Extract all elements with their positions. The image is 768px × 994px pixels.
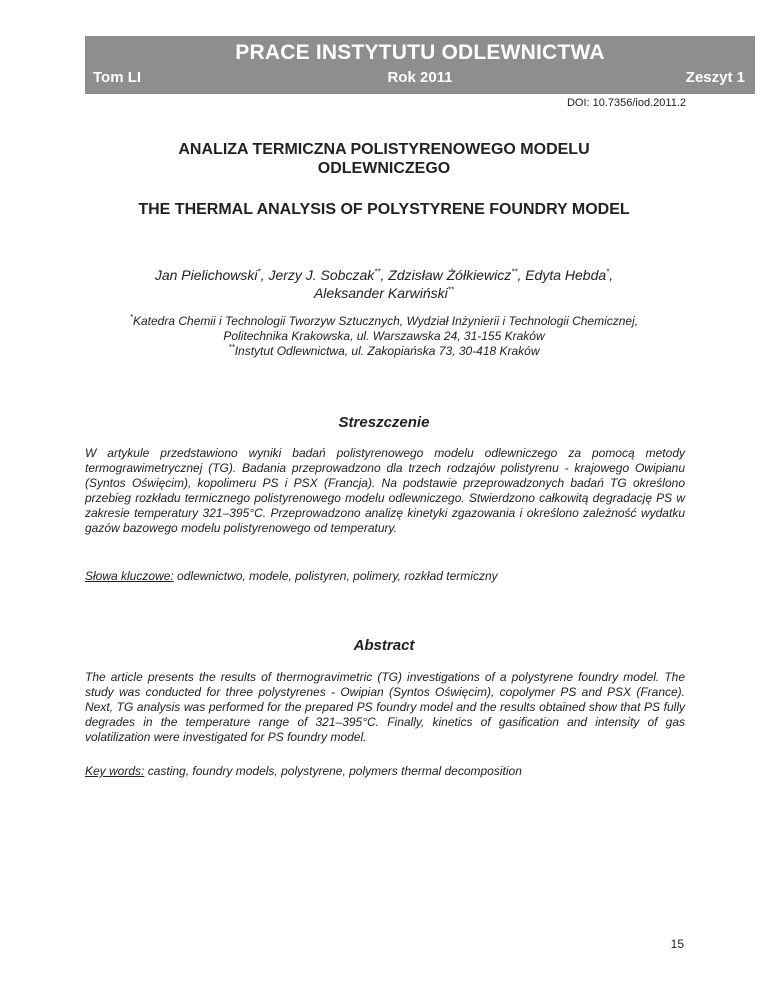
issue-label: Zeszyt 1 — [685, 69, 745, 86]
keywords-label: Key words: — [85, 764, 145, 778]
abstract-heading: Abstract — [353, 637, 415, 654]
year-label: Rok 2011 — [387, 69, 453, 86]
author-list — [110, 266, 658, 302]
journal-header-banner — [85, 36, 755, 94]
keywords-value: casting, foundry models, polystyrene, polymers thermal decomposition — [144, 764, 522, 778]
streszczenie-text: W artykule przedstawiono wyniki badań polistyrenowego modelu odlewniczego za pomocą metody termograwimetrycznej (TG). Badania przeprowadzono dla trzech rodzajów polistyrenu - krajowego Owipianu (Syntos Oświęcim), kopolimeru PS i PSX (Francja). Na podstawie przeprowadzonych badań TG określono przebieg rozkładu termicznego polistyrenowego modelu odlewniczego. Stwierdzono całkowitą degradację PS w zakresie temperatury 321–395°C. Przeprowadzono analizę kinetyki zgazowania i określono zależność wydatku gazów bazowego modelu polistyrenowego od temperatury. — [85, 446, 685, 535]
author: Aleksander Karwiński** — [313, 285, 455, 301]
keywords-value: odlewnictwo, modele, polistyren, polimery, rozkład termiczny — [173, 569, 498, 583]
page-number: 15 — [670, 937, 684, 951]
abstract-text: The article presents the results of thermogravimetric (TG) investigations of a polystyrene foundry model. The study was conducted for three polystyrenes - Owipian (Syntos Oświęcim), copolymer PS and PSX (France). Next, TG analysis was performed for the prepared PS foundry model and the results obtained show that PS fully degrades in the temperature range of 321–395°C. Finally, kinetics of gasification and intensity of gas volatilization were investigated for PS foundry model. — [85, 670, 685, 744]
affiliation-line: Politechnika Krakowska, ul. Warszawska 24, 31-155 Kraków — [223, 329, 545, 343]
journal-name: PRACE INSTYTUTU ODLEWNICTWA — [235, 41, 605, 64]
slowa-kluczowe — [85, 569, 685, 583]
title-english: THE THERMAL ANALYSIS OF POLYSTYRENE FOUNDRY MODEL — [138, 201, 630, 218]
affiliation-line: **Instytut Odlewnictwa, ul. Zakopiańska 73, 30-418 Kraków — [228, 343, 540, 358]
keywords-label: Słowa kluczowe: — [85, 569, 174, 583]
streszczenie-heading: Streszczenie — [338, 414, 430, 431]
author: Edyta Hebda*, — [525, 267, 614, 283]
key-words — [85, 764, 685, 778]
author: Jan Pielichowski*, — [154, 267, 269, 283]
volume-label: Tom LI — [93, 69, 142, 86]
author: Zdzisław Żółkiewicz**, — [388, 267, 526, 283]
affiliations — [110, 314, 658, 359]
affiliation-line: *Katedra Chemii i Technologii Tworzyw Sztucznych, Wydział Inżynierii i Technologii Chemicznej, — [129, 313, 639, 328]
author: Jerzy J. Sobczak**, — [268, 267, 389, 283]
doi: DOI: 10.7356/iod.2011.2 — [566, 97, 686, 109]
title-polish: ANALIZA TERMICZNA POLISTYRENOWEGO MODELU ODLEWNICZEGO — [178, 141, 590, 177]
